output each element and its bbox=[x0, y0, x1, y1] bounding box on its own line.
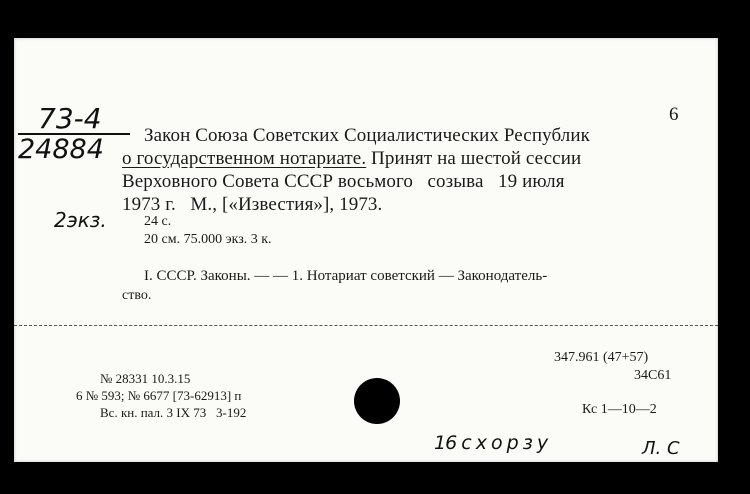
handwritten-bottom-note: 16 с х о р з у bbox=[434, 432, 548, 454]
classification-index: 347.961 (47+57) bbox=[554, 350, 649, 365]
author-sign: 34С61 bbox=[634, 368, 672, 383]
title-line-1: Закон Союза Советских Социалистических Республик bbox=[144, 125, 590, 146]
card-number: 6 bbox=[669, 104, 679, 125]
catalog-card bbox=[14, 38, 718, 462]
card-divider bbox=[14, 325, 718, 326]
subjects-line-2: ство. bbox=[122, 288, 152, 303]
registry-line-1: № 28331 10.3.15 bbox=[100, 371, 191, 386]
registry-line-2: 6 № 593; № 6677 [73-62913] п bbox=[76, 388, 242, 403]
title-line-4: 1973 г. М., [«Известия»], 1973. bbox=[122, 194, 383, 215]
title-underlined: о государственном нотариате. bbox=[122, 148, 367, 169]
pages: 24 с. bbox=[144, 214, 172, 229]
title-line-3: Верховного Совета СССР восьмого созыва 19 июля bbox=[122, 171, 565, 192]
handwritten-copies: 2экз. bbox=[54, 208, 107, 232]
registry-line-3: Вс. кн. пал. 3 IX 73 3-192 bbox=[100, 405, 247, 420]
title-line-2-rest: Принят на шестой сессии bbox=[366, 148, 582, 169]
format-edition: 20 см. 75.000 экз. 3 к. bbox=[144, 232, 272, 247]
handwritten-shelf-top: 73-4 bbox=[38, 102, 102, 135]
handwritten-shelf-bottom: 24884 bbox=[18, 134, 104, 165]
card-code: Кс 1—10—2 bbox=[582, 402, 657, 417]
subjects-line-1: I. СССР. Законы. — — 1. Нотариат советский — Законодатель- bbox=[144, 268, 548, 284]
title-line-2 bbox=[122, 148, 581, 170]
punch-hole bbox=[354, 378, 400, 424]
handwritten-corner: Л. С bbox=[642, 438, 680, 459]
